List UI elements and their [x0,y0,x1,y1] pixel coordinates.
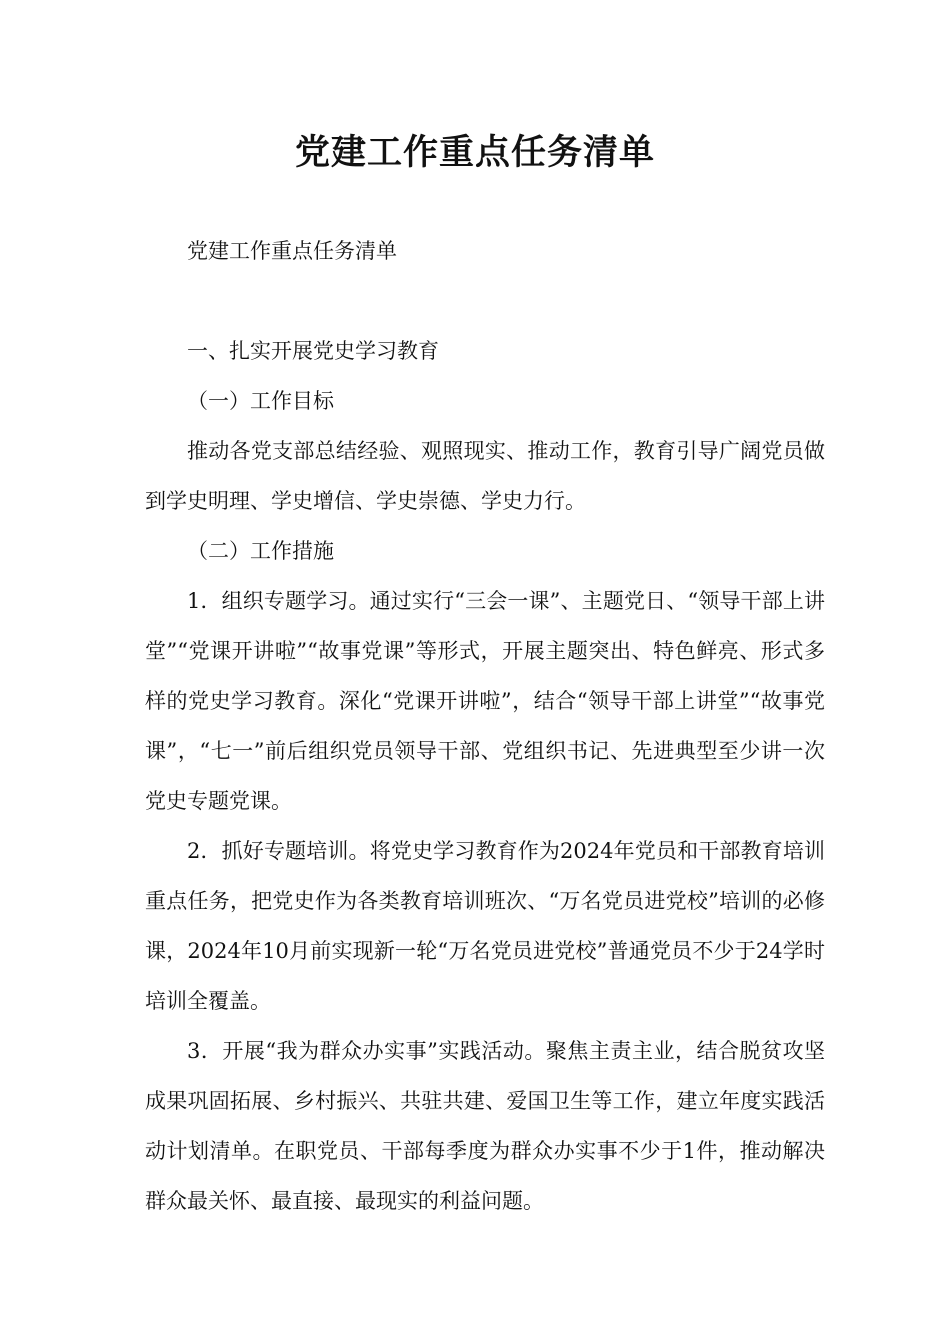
document-subtitle-block [145,226,825,276]
subsection-heading-goal: （一）工作目标 [187,389,334,413]
measure-paragraph-1: 1．组织专题学习。通过实行“三会一课”、主题党日、“领导干部上讲堂”“党课开讲啦”“故事党课”等形式，开展主题突出、特色鲜亮、形式多样的党史学习教育。深化“党课开讲啦”，结合“领导干部上讲堂”“故事党课”，“七一”前后组织党员领导干部、党组织书记、先进典型至少讲一次党史专题党课。 [145,589,825,813]
document-subtitle: 党建工作重点任务清单 [187,239,397,263]
measure-paragraph-2: 2．抓好专题培训。将党史学习教育作为2024年党员和干部教育培训重点任务，把党史作为各类教育培训班次、“万名党员进党校”培训的必修课，2024年10月前实现新一轮“万名党员进党校”普通党员不少于24学时培训全覆盖。 [145,839,825,1013]
document-title: 党建工作重点任务清单 [294,133,655,173]
section-1 [145,326,825,1226]
subsection-heading-measures: （二）工作措施 [187,539,334,563]
measure-paragraph-3: 3．开展“我为群众办实事”实践活动。聚焦主责主业，结合脱贫攻坚成果巩固拓展、乡村振兴、共驻共建、爱国卫生等工作，建立年度实践活动计划清单。在职党员、干部每季度为群众办实事不少于1件，推动解决群众最关怀、最直接、最现实的利益问题。 [145,1039,825,1213]
section-heading: 一、扎实开展党史学习教育 [187,339,439,363]
goal-paragraph: 推动各党支部总结经验、观照现实、推动工作，教育引导广阔党员做到学史明理、学史增信、学史崇德、学史力行。 [145,439,825,513]
